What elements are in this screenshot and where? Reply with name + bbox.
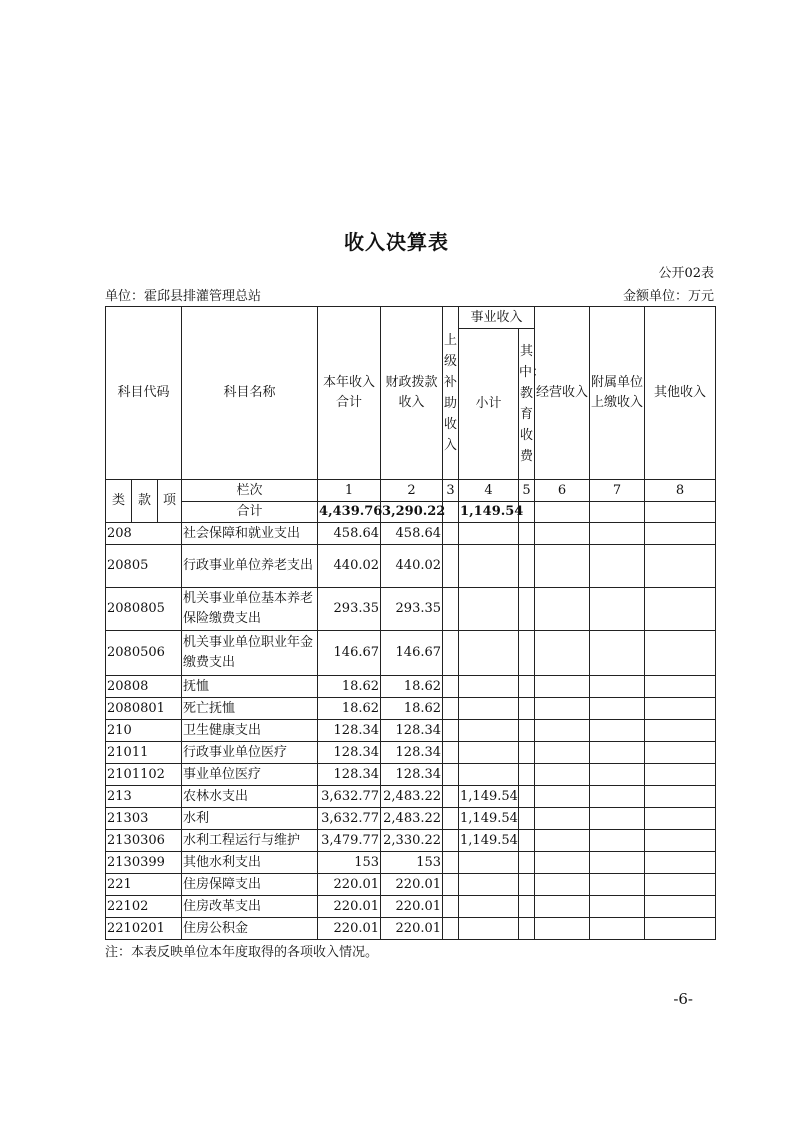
- row-total: 18.62: [318, 676, 381, 698]
- row-upper: [443, 588, 459, 631]
- unit-label: 单位：霍邱县排灌管理总站: [105, 289, 262, 304]
- row-edu: [519, 830, 535, 852]
- income-table: [105, 306, 716, 940]
- row-subtotal: 1,149.54: [459, 786, 519, 808]
- row-fiscal: 128.34: [381, 764, 443, 786]
- table-row: [106, 918, 716, 940]
- table-row: [106, 896, 716, 918]
- row-subtotal: [459, 764, 519, 786]
- row-upper: [443, 808, 459, 830]
- row-upper: [443, 676, 459, 698]
- row-affiliated: [590, 874, 645, 896]
- totals-other: [645, 502, 716, 523]
- row-fiscal: 18.62: [381, 698, 443, 720]
- table-row: [106, 588, 716, 631]
- table-row: [106, 764, 716, 786]
- row-other: [645, 698, 716, 720]
- row-subtotal: [459, 918, 519, 940]
- row-affiliated: [590, 786, 645, 808]
- header-xiang: 项: [158, 480, 182, 523]
- row-name: 事业单位医疗: [182, 764, 318, 786]
- header-lei: 类: [106, 480, 132, 523]
- row-subtotal: [459, 676, 519, 698]
- header-row-1: [106, 307, 716, 329]
- row-operating: [535, 786, 590, 808]
- row-total: 440.02: [318, 545, 381, 588]
- row-edu: [519, 545, 535, 588]
- row-subtotal: [459, 523, 519, 545]
- row-code: 22102: [106, 896, 182, 918]
- row-edu: [519, 676, 535, 698]
- row-code: 2130399: [106, 852, 182, 874]
- row-affiliated: [590, 545, 645, 588]
- row-edu: [519, 896, 535, 918]
- table-row: [106, 874, 716, 896]
- row-affiliated: [590, 676, 645, 698]
- row-operating: [535, 852, 590, 874]
- table-row: [106, 852, 716, 874]
- table-row: [106, 720, 716, 742]
- col-number: 4: [459, 480, 519, 502]
- row-operating: [535, 698, 590, 720]
- row-other: [645, 588, 716, 631]
- row-fiscal: 2,330.22: [381, 830, 443, 852]
- header-kuan: 款: [132, 480, 158, 523]
- row-code: 21303: [106, 808, 182, 830]
- row-upper: [443, 786, 459, 808]
- col-number: 3: [443, 480, 459, 502]
- table-row: [106, 631, 716, 676]
- row-code: 221: [106, 874, 182, 896]
- row-operating: [535, 742, 590, 764]
- totals-total: 4,439.76: [318, 502, 381, 523]
- page-number: -6-: [673, 990, 693, 1008]
- row-upper: [443, 874, 459, 896]
- row-operating: [535, 918, 590, 940]
- row-fiscal: 2,483.22: [381, 786, 443, 808]
- row-affiliated: [590, 896, 645, 918]
- row-edu: [519, 852, 535, 874]
- row-other: [645, 852, 716, 874]
- row-upper: [443, 631, 459, 676]
- row-subtotal: 1,149.54: [459, 830, 519, 852]
- row-operating: [535, 523, 590, 545]
- row-operating: [535, 588, 590, 631]
- totals-affiliated: [590, 502, 645, 523]
- row-affiliated: [590, 918, 645, 940]
- row-name: 农林水支出: [182, 786, 318, 808]
- form-number: 公开02表: [658, 266, 714, 281]
- header-lanci: 栏次: [182, 480, 318, 502]
- row-name: 水利工程运行与维护: [182, 830, 318, 852]
- row-edu: [519, 764, 535, 786]
- page-title: 收入决算表: [344, 230, 449, 254]
- row-subtotal: [459, 631, 519, 676]
- footnote: 注：本表反映单位本年度取得的各项收入情况。: [105, 945, 379, 960]
- table-row: [106, 742, 716, 764]
- header-fiscal: 财政拨款收入: [381, 307, 443, 480]
- row-fiscal: 2,483.22: [381, 808, 443, 830]
- row-total: 220.01: [318, 874, 381, 896]
- table-row: [106, 786, 716, 808]
- row-total: 220.01: [318, 918, 381, 940]
- row-other: [645, 764, 716, 786]
- row-other: [645, 918, 716, 940]
- row-fiscal: 128.34: [381, 742, 443, 764]
- row-fiscal: 220.01: [381, 896, 443, 918]
- row-fiscal: 18.62: [381, 676, 443, 698]
- row-code: 2210201: [106, 918, 182, 940]
- row-code: 208: [106, 523, 182, 545]
- row-fiscal: 440.02: [381, 545, 443, 588]
- header-total: 本年收入合计: [318, 307, 381, 480]
- totals-label: 合计: [182, 502, 318, 523]
- column-number-row: [106, 480, 716, 502]
- row-upper: [443, 896, 459, 918]
- row-name: 住房公积金: [182, 918, 318, 940]
- row-fiscal: 220.01: [381, 918, 443, 940]
- row-fiscal: 153: [381, 852, 443, 874]
- row-other: [645, 830, 716, 852]
- row-edu: [519, 742, 535, 764]
- table-row: [106, 523, 716, 545]
- header-upper: 上级补助收入: [443, 307, 459, 480]
- row-name: 机关事业单位基本养老保险缴费支出: [182, 588, 318, 631]
- row-affiliated: [590, 764, 645, 786]
- row-affiliated: [590, 830, 645, 852]
- header-edu: 其中：教育收费: [519, 329, 535, 480]
- row-other: [645, 523, 716, 545]
- row-subtotal: [459, 742, 519, 764]
- row-affiliated: [590, 720, 645, 742]
- row-affiliated: [590, 588, 645, 631]
- row-upper: [443, 545, 459, 588]
- row-total: 3,632.77: [318, 786, 381, 808]
- header-name: 科目名称: [182, 307, 318, 480]
- row-total: 3,632.77: [318, 808, 381, 830]
- row-code: 213: [106, 786, 182, 808]
- row-total: 18.62: [318, 698, 381, 720]
- row-affiliated: [590, 808, 645, 830]
- row-upper: [443, 698, 459, 720]
- row-other: [645, 676, 716, 698]
- row-edu: [519, 698, 535, 720]
- row-operating: [535, 764, 590, 786]
- row-subtotal: [459, 588, 519, 631]
- row-code: 21011: [106, 742, 182, 764]
- row-name: 社会保障和就业支出: [182, 523, 318, 545]
- row-operating: [535, 830, 590, 852]
- row-total: 146.67: [318, 631, 381, 676]
- col-number: 7: [590, 480, 645, 502]
- row-upper: [443, 830, 459, 852]
- totals-subtotal: 1,149.54: [459, 502, 519, 523]
- row-edu: [519, 720, 535, 742]
- row-name: 行政事业单位医疗: [182, 742, 318, 764]
- row-total: 458.64: [318, 523, 381, 545]
- row-other: [645, 631, 716, 676]
- row-operating: [535, 874, 590, 896]
- row-total: 220.01: [318, 896, 381, 918]
- header-operating: 经营收入: [535, 307, 590, 480]
- row-subtotal: [459, 545, 519, 588]
- row-edu: [519, 808, 535, 830]
- row-operating: [535, 676, 590, 698]
- table-row: [106, 698, 716, 720]
- col-number: 2: [381, 480, 443, 502]
- totals-fiscal: 3,290.22: [381, 502, 443, 523]
- row-total: 153: [318, 852, 381, 874]
- row-total: 128.34: [318, 742, 381, 764]
- row-name: 死亡抚恤: [182, 698, 318, 720]
- row-subtotal: [459, 698, 519, 720]
- row-name: 其他水利支出: [182, 852, 318, 874]
- header-code: 科目代码: [106, 307, 182, 480]
- row-name: 卫生健康支出: [182, 720, 318, 742]
- col-number: 6: [535, 480, 590, 502]
- totals-row: [106, 502, 716, 523]
- row-operating: [535, 808, 590, 830]
- row-fiscal: 458.64: [381, 523, 443, 545]
- row-fiscal: 220.01: [381, 874, 443, 896]
- row-other: [645, 742, 716, 764]
- row-fiscal: 293.35: [381, 588, 443, 631]
- row-name: 住房保障支出: [182, 874, 318, 896]
- row-other: [645, 896, 716, 918]
- row-upper: [443, 523, 459, 545]
- row-edu: [519, 523, 535, 545]
- row-code: 2101102: [106, 764, 182, 786]
- row-other: [645, 720, 716, 742]
- row-subtotal: [459, 852, 519, 874]
- table-row: [106, 808, 716, 830]
- row-code: 210: [106, 720, 182, 742]
- row-total: 128.34: [318, 764, 381, 786]
- row-affiliated: [590, 523, 645, 545]
- row-total: 293.35: [318, 588, 381, 631]
- row-name: 机关事业单位职业年金缴费支出: [182, 631, 318, 676]
- row-edu: [519, 918, 535, 940]
- row-code: 2130306: [106, 830, 182, 852]
- row-code: 20808: [106, 676, 182, 698]
- row-upper: [443, 852, 459, 874]
- header-other: 其他收入: [645, 307, 716, 480]
- row-fiscal: 128.34: [381, 720, 443, 742]
- row-total: 3,479.77: [318, 830, 381, 852]
- row-other: [645, 808, 716, 830]
- row-upper: [443, 720, 459, 742]
- row-other: [645, 874, 716, 896]
- row-code: 20805: [106, 545, 182, 588]
- row-subtotal: [459, 874, 519, 896]
- row-edu: [519, 786, 535, 808]
- row-name: 行政事业单位养老支出: [182, 545, 318, 588]
- row-operating: [535, 720, 590, 742]
- table-row: [106, 545, 716, 588]
- header-affiliated: 附属单位上缴收入: [590, 307, 645, 480]
- row-subtotal: [459, 896, 519, 918]
- col-number: 5: [519, 480, 535, 502]
- col-number: 8: [645, 480, 716, 502]
- row-name: 住房改革支出: [182, 896, 318, 918]
- row-affiliated: [590, 631, 645, 676]
- row-total: 128.34: [318, 720, 381, 742]
- header-business: 事业收入: [459, 307, 535, 329]
- money-unit-label: 金额单位：万元: [622, 289, 714, 304]
- row-subtotal: 1,149.54: [459, 808, 519, 830]
- row-upper: [443, 742, 459, 764]
- row-edu: [519, 631, 535, 676]
- row-other: [645, 545, 716, 588]
- row-upper: [443, 918, 459, 940]
- row-affiliated: [590, 742, 645, 764]
- row-operating: [535, 896, 590, 918]
- row-name: 抚恤: [182, 676, 318, 698]
- col-number: 1: [318, 480, 381, 502]
- row-upper: [443, 764, 459, 786]
- totals-operating: [535, 502, 590, 523]
- row-name: 水利: [182, 808, 318, 830]
- row-code: 2080506: [106, 631, 182, 676]
- row-fiscal: 146.67: [381, 631, 443, 676]
- row-subtotal: [459, 720, 519, 742]
- row-other: [645, 786, 716, 808]
- table-row: [106, 676, 716, 698]
- row-code: 2080805: [106, 588, 182, 631]
- row-code: 2080801: [106, 698, 182, 720]
- row-affiliated: [590, 698, 645, 720]
- row-affiliated: [590, 852, 645, 874]
- row-operating: [535, 545, 590, 588]
- row-edu: [519, 588, 535, 631]
- row-edu: [519, 874, 535, 896]
- header-subtotal: 小计: [459, 329, 519, 480]
- table-row: [106, 830, 716, 852]
- row-operating: [535, 631, 590, 676]
